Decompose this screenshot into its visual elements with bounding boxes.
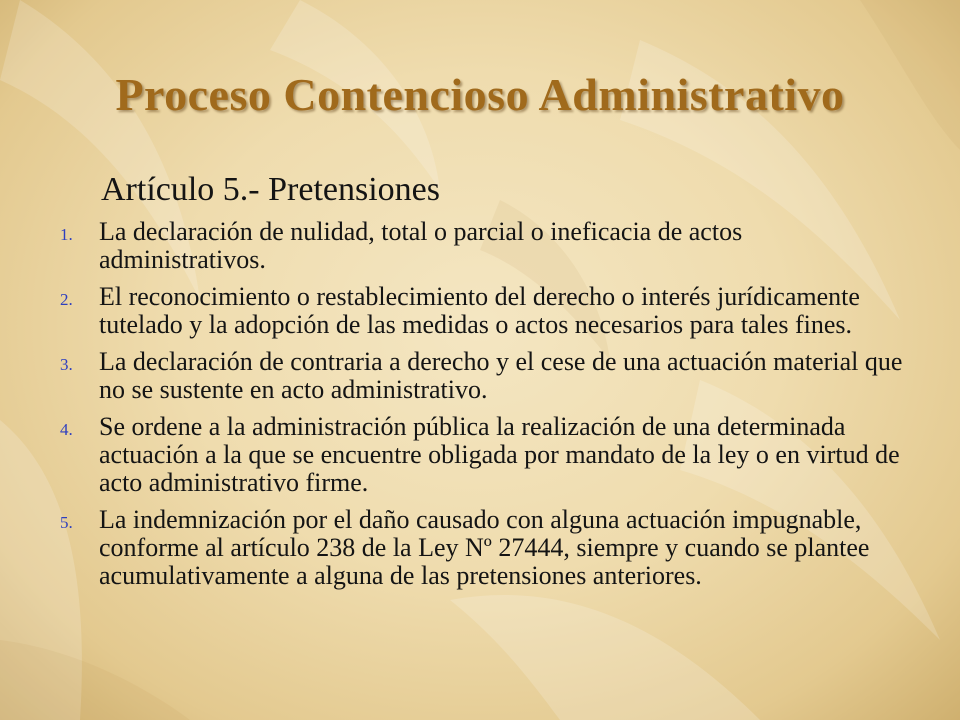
article-heading: Artículo 5.- Pretensiones (101, 171, 440, 208)
list-item (0, 348, 960, 404)
list-item (0, 218, 960, 274)
item-text: Se ordene a la administración pública la realización de una determinada actuación a la que se encuentre obligada por mandato de la ley o en virtud de acto administrativo firme. (99, 412, 900, 497)
list-item (0, 506, 960, 590)
item-text: La indemnización por el daño causado con alguna actuación impugnable, conforme al artículo 238 de la Ley Nº 27444, siempre y cuando se plantee acumulativamente a alguna de las pretensiones anteriores. (99, 505, 870, 590)
item-number: 5. (60, 513, 73, 532)
item-text: La declaración de contraria a derecho y el cese de una actuación material que no se sustente en acto administrativo. (99, 347, 903, 404)
item-text: La declaración de nulidad, total o parcial o ineficacia de actos administrativos. (99, 217, 743, 274)
slide-title: Proceso Contencioso Administrativo (115, 69, 845, 120)
item-number: 2. (60, 290, 73, 309)
item-number: 4. (60, 420, 73, 439)
list-item (0, 413, 960, 497)
item-number: 1. (60, 225, 73, 244)
item-number: 3. (60, 355, 73, 374)
list-item (0, 283, 960, 339)
item-text: El reconocimiento o restablecimiento del derecho o interés jurídicamente tutelado y la adopción de las medidas o actos necesarios para tales fines. (99, 282, 860, 339)
pretensiones-list (0, 218, 960, 599)
